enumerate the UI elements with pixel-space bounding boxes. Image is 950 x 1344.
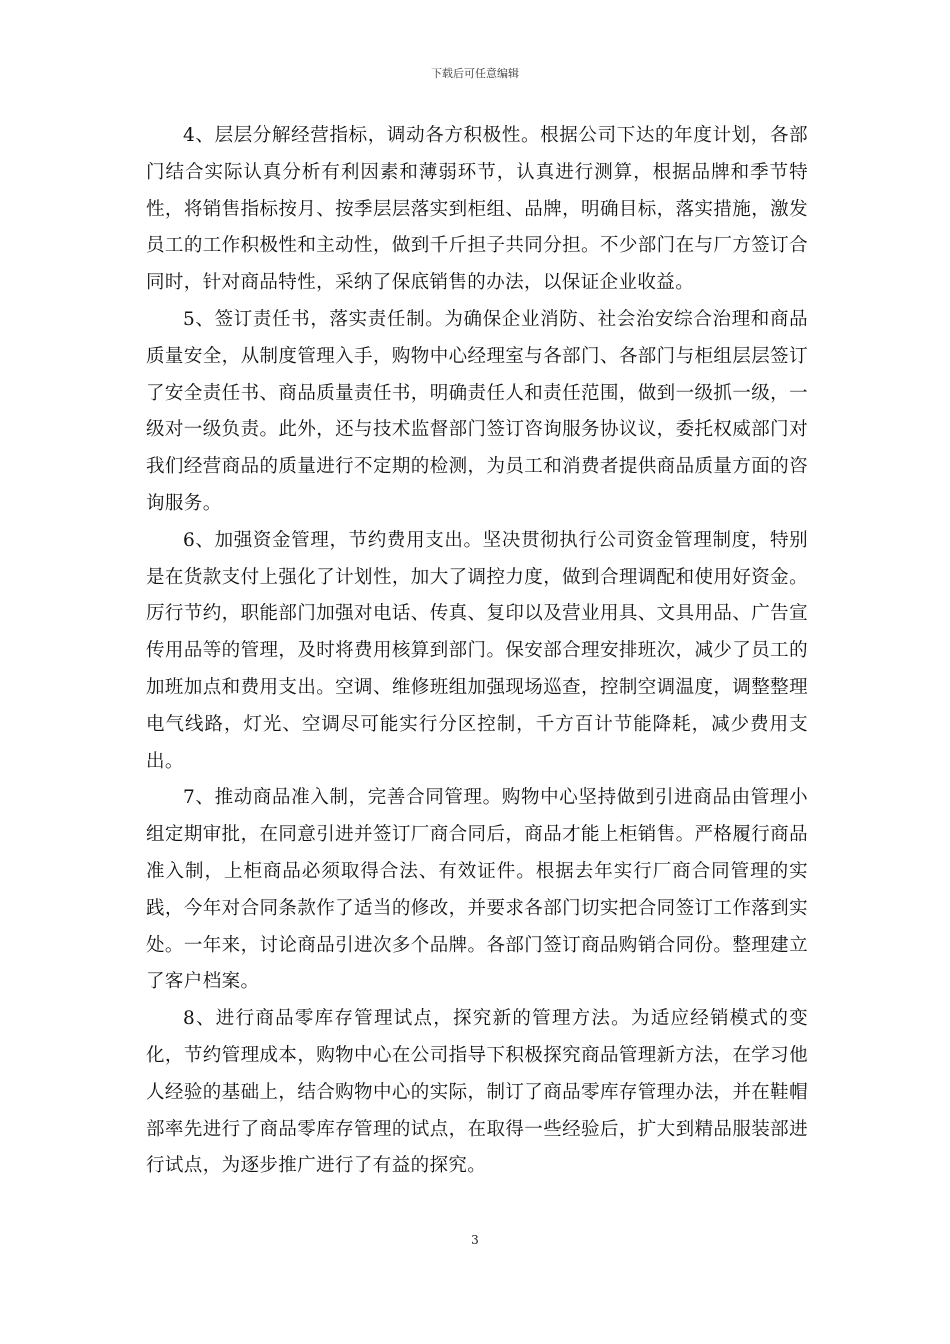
paragraph-7: 7、推动商品准入制，完善合同管理。购物中心坚持做到引进商品由管理小组定期审批，在同意引进并签订厂商合同后，商品才能上柜销售。严格履行商品准入制，上柜商品必须取得合法、有效证件。根据去年实行厂商合同管理的实践，今年对合同条款作了适当的修改，并要求各部门切实把合同签订工作落到实处。一年来，讨论商品引进次多个品牌。各部门签订商品购销合同份。整理建立了客户档案。 <box>146 787 808 993</box>
paragraph-8: 8、进行商品零库存管理试点，探究新的管理方法。为适应经销模式的变化，节约管理成本，购物中心在公司指导下积极探究商品管理新方法，在学习他人经验的基础上，结合购物中心的实际，制订了商品零库存管理办法，并在鞋帽部率先进行了商品零库存管理的试点，在取得一些经验后，扩大到精品服装部进行试点，为逐步推广进行了有益的探究。 <box>146 1008 808 1177</box>
page-number: 3 <box>471 1233 479 1247</box>
paragraph-4: 4、层层分解经营指标，调动各方积极性。根据公司下达的年度计划，各部门结合实际认真分析有利因素和薄弱环节，认真进行测算，根据品牌和季节特性，将销售指标按月、按季层层落实到柜组、品牌，明确目标，落实措施，激发员工的工作积极性和主动性，做到千斤担子共同分担。不少部门在与厂方签订合同时，针对商品特性，采纳了保底销售的办法，以保证企业收益。 <box>146 125 808 294</box>
page-header: 下载后可任意编辑 <box>431 67 519 80</box>
paragraph-6: 6、加强资金管理，节约费用支出。坚决贯彻执行公司资金管理制度，特别是在货款支付上强化了计划性，加大了调控力度，做到合理调配和使用好资金。厉行节约，职能部门加强对电话、传真、复印以及营业用具、文具用品、广告宣传用品等的管理，及时将费用核算到部门。保安部合理安排班次，减少了员工的加班加点和费用支出。空调、维修班组加强现场巡查，控制空调温度，调整整理电气线路，灯光、空调尽可能实行分区控制，千方百计节能降耗，减少费用支出。 <box>146 529 808 772</box>
body-text <box>146 118 808 1185</box>
paragraph-5: 5、签订责任书，落实责任制。为确保企业消防、社会治安综合治理和商品质量安全，从制度管理入手，购物中心经理室与各部门、各部门与柜组层层签订了安全责任书、商品质量责任书，明确责任人和责任范围，做到一级抓一级，一级对一级负责。此外，还与技术监督部门签订咨询服务协议议，委托权威部门对我们经营商品的质量进行不定期的检测，为员工和消费者提供商品质量方面的咨询服务。 <box>146 308 808 514</box>
